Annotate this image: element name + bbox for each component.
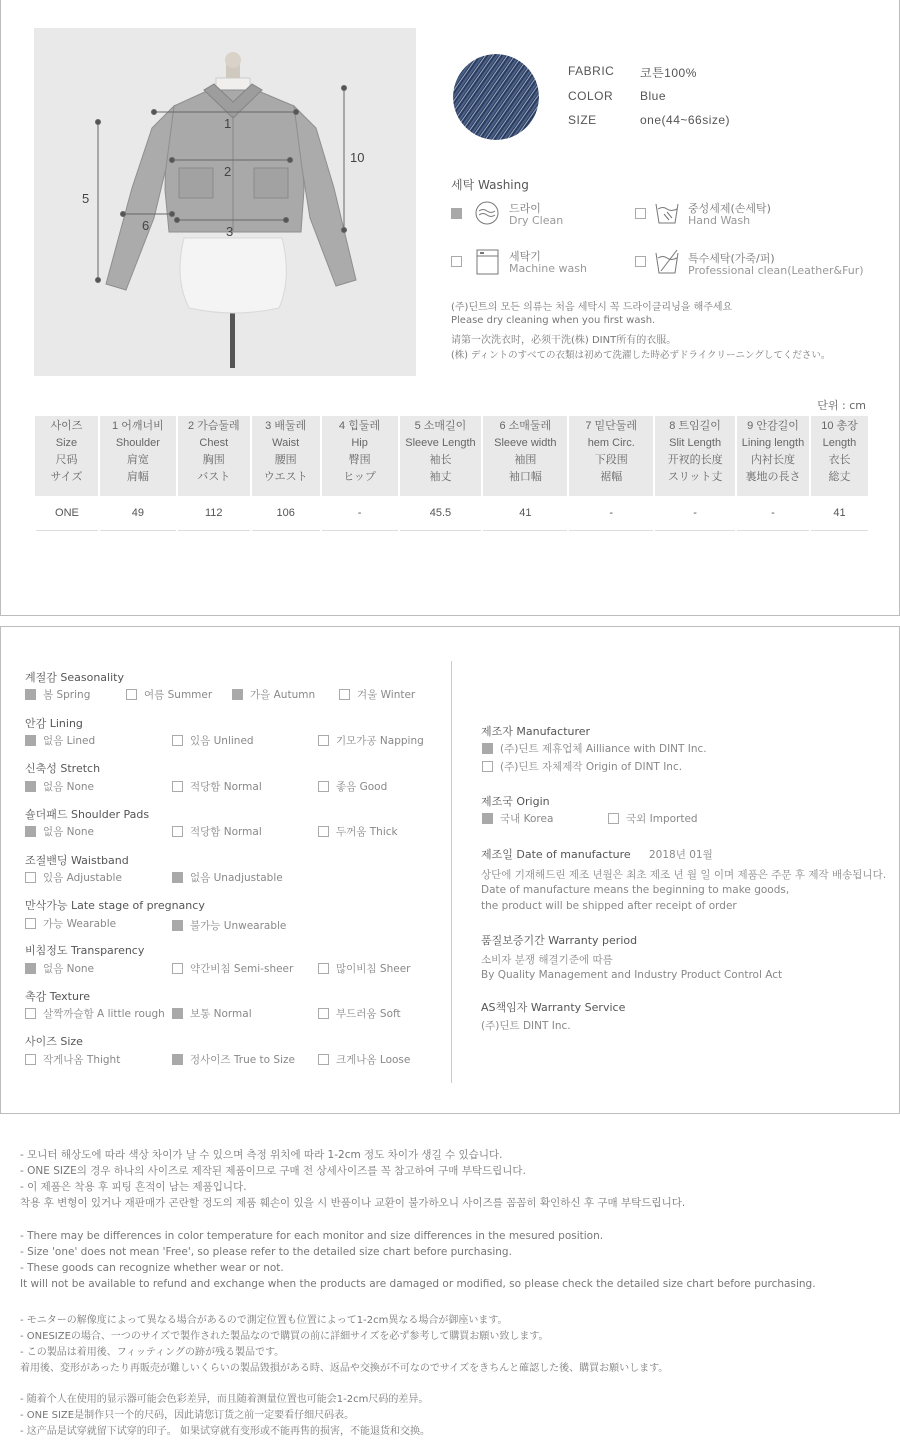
option-texture-normal[interactable] (172, 1006, 252, 1021)
option-label: 겨울 Winter (357, 689, 416, 701)
header-en: Length (822, 437, 857, 449)
header-ko: 10 총장 (821, 420, 858, 432)
size-value: one(44~66size) (640, 113, 731, 127)
option-soft[interactable] (318, 1006, 401, 1021)
header-ko: 4 힙둘레 (339, 420, 381, 432)
checkbox[interactable] (172, 872, 183, 883)
size-table-header (251, 416, 321, 496)
header-ko: 6 소매둘레 (499, 420, 552, 432)
footer-note: 착용 후 변형이 있거나 재판매가 곤란할 정도의 제품 훼손이 있을 시 반품이나 교환이 불가하오니 사이즈를 꼼꼼히 확인하신 후 구매 부탁드립니다. (20, 1197, 686, 1209)
checkbox[interactable] (25, 689, 36, 700)
option-label: 봄 Spring (43, 689, 91, 701)
option-label: 적당함 Normal (190, 781, 262, 793)
washing-notice-ko: (주)딘트의 모든 의류는 처음 세탁시 꼭 드라이클리닝을 해주세요 (451, 302, 733, 313)
option-winter[interactable] (339, 687, 415, 702)
size-table-header (321, 416, 399, 496)
header-ja: 裏地の長さ (745, 471, 801, 483)
option-alliance[interactable] (482, 741, 707, 756)
header-zh: 内衬长度 (751, 454, 795, 466)
table-cell: - (654, 496, 736, 530)
date-title: 제조일 Date of manufacture (481, 848, 631, 861)
option-adjustable[interactable] (25, 870, 122, 885)
header-en: hem Circ. (587, 437, 635, 449)
footer-note: - 모니터 해상도에 따라 색상 차이가 날 수 있으며 측정 위치에 따라 1-2cm 정도 차이가 생길 수 있습니다. (20, 1149, 503, 1161)
option-stretch-good[interactable] (318, 779, 387, 794)
option-pads-thick[interactable] (318, 824, 398, 839)
option-autumn[interactable] (232, 687, 315, 702)
header-zh: 衣长 (828, 454, 851, 466)
checkbox[interactable] (318, 1054, 329, 1065)
size-table-header-row (35, 416, 868, 496)
footer-note: - ONESIZEの場合、一つのサイズで製作された製品なので購買の前に詳細サイズを必ず参考して購買お願い致します。 (20, 1331, 549, 1342)
checkbox[interactable] (25, 918, 36, 929)
checkbox[interactable] (232, 689, 243, 700)
header-ko: 5 소매길이 (414, 420, 467, 432)
option-unwearable[interactable] (172, 918, 286, 933)
table-cell: 112 (177, 496, 251, 530)
option-label: 국내 Korea (500, 813, 554, 825)
size-table-header (177, 416, 251, 496)
option-label: 보통 Normal (190, 1008, 252, 1020)
option-semi-sheer[interactable] (172, 961, 293, 976)
option-label: 크게나옴 Loose (336, 1054, 411, 1066)
option-label: 약간비침 Semi-sheer (190, 963, 294, 975)
dim-label-1: 1 (224, 116, 232, 131)
warranty-title: 품질보증기간 Warranty period (481, 934, 638, 947)
dim-label-3: 3 (226, 224, 234, 239)
fabric-label: FABRIC (568, 64, 615, 78)
header-ja: スリット丈 (667, 471, 723, 483)
attr-title-stretch: 신축성 Stretch (25, 762, 101, 775)
option-wearable[interactable] (25, 916, 116, 931)
size-table-header (482, 416, 568, 496)
option-label: 두꺼움 Thick (336, 826, 398, 838)
option-unadjustable[interactable] (172, 870, 283, 885)
attr-title-waistband: 조절밴딩 Waistband (25, 854, 129, 867)
option-stretch-normal[interactable] (172, 779, 262, 794)
wash-item-ko: 드라이 (509, 202, 541, 215)
table-cell: - (736, 496, 810, 530)
machine-wash-icon (475, 248, 501, 276)
option-spring[interactable] (25, 687, 90, 702)
header-zh: 胸围 (202, 454, 225, 466)
size-table-header (654, 416, 736, 496)
wash-item-en: Hand Wash (688, 214, 751, 227)
checkbox[interactable] (482, 743, 493, 754)
table-row (35, 496, 868, 530)
option-tight[interactable] (25, 1052, 120, 1067)
header-en: Hip (351, 437, 368, 449)
option-label: 적당함 Normal (190, 826, 262, 838)
checkbox[interactable] (25, 872, 36, 883)
footer-note: - モニターの解像度によって異なる場合があるので測定位置も位置によって1-2cm異なる場合が御座います。 (20, 1315, 508, 1326)
checkbox[interactable] (25, 826, 36, 837)
option-label: 살짝까슬함 A little rough (43, 1008, 165, 1020)
header-ja: 裾幅 (600, 471, 623, 483)
product-attributes-panel (0, 626, 900, 1114)
option-label: 작게나옴 Thight (43, 1054, 121, 1066)
header-ja: バスト (197, 471, 231, 483)
header-ja: 総丈 (828, 471, 851, 483)
header-zh: 臀围 (348, 454, 371, 466)
professional-clean-checkbox[interactable] (635, 256, 646, 267)
origin-title: 제조국 Origin (481, 795, 550, 808)
checkbox[interactable] (172, 826, 183, 837)
header-ja: ウエスト (263, 471, 308, 483)
checkbox[interactable] (25, 1008, 36, 1019)
checkbox[interactable] (339, 689, 350, 700)
option-label: 불가능 Unwearable (190, 920, 287, 932)
size-table-header (568, 416, 654, 496)
option-lined[interactable] (25, 733, 95, 748)
date-note: the product will be shipped after receipt of order (481, 900, 737, 912)
table-cell: 41 (482, 496, 568, 530)
checkbox[interactable] (318, 1008, 329, 1019)
dim-label-2: 2 (224, 164, 232, 179)
wash-item-ko: 특수세탁(가죽/퍼) (688, 252, 775, 265)
unit-label: 단위 : cm (817, 399, 866, 412)
product-detail-panel (0, 0, 900, 616)
header-en: Sleeve Length (405, 437, 476, 449)
as-value: (주)딘트 DINT Inc. (481, 1020, 571, 1032)
header-ko: 8 트임길이 (669, 420, 721, 432)
option-unlined[interactable] (172, 733, 254, 748)
header-en: Size (55, 437, 78, 449)
size-table (34, 416, 868, 531)
header-ja: ヒップ (343, 471, 376, 483)
option-label: 가을 Autumn (250, 689, 316, 701)
attr-title-lining: 안감 Lining (25, 717, 83, 730)
footer-note: - There may be differences in color temperature for each monitor and size differences in the mesured position. (20, 1230, 604, 1242)
header-zh: 腰围 (274, 454, 297, 466)
column-divider (451, 661, 452, 1083)
checkbox[interactable] (318, 826, 329, 837)
option-true-to-size[interactable] (172, 1052, 295, 1067)
option-pads-none[interactable] (25, 824, 94, 839)
header-zh: 肩宽 (126, 454, 149, 466)
hand-wash-icon (653, 200, 681, 226)
date-value: 2018년 01월 (649, 849, 713, 861)
option-label: 없음 Unadjustable (190, 872, 283, 884)
header-ja: 袖丈 (429, 471, 452, 483)
option-imported[interactable] (608, 811, 698, 826)
checkbox[interactable] (608, 813, 619, 824)
option-transparency-none[interactable] (25, 961, 94, 976)
wash-item-ko: 중성세제(손세탁) (688, 202, 771, 215)
footer-note: 着用後、変形があったり再販売が難しいくらいの製品毀損がある時、返品や交換が不可なのでサイズをきちんと確認した後、購買お願いします。 (20, 1363, 669, 1374)
header-zh: 开衩的长度 (667, 454, 723, 466)
wash-item-en: Professional clean(Leather&Fur) (688, 264, 864, 277)
checkbox[interactable] (25, 781, 36, 792)
table-cell: 106 (251, 496, 321, 530)
dim-label-5: 5 (82, 191, 90, 206)
size-table-header (399, 416, 483, 496)
header-zh: 下段围 (594, 454, 628, 466)
checkbox[interactable] (172, 920, 183, 931)
warranty-note: By Quality Management and Industry Product Control Act (481, 969, 783, 981)
size-table-header (736, 416, 810, 496)
wash-item-en: Dry Clean (509, 214, 564, 227)
fabric-value: 코튼100% (640, 66, 697, 80)
option-korea[interactable] (482, 811, 553, 826)
table-cell: 45.5 (399, 496, 483, 530)
washing-title: 세탁 Washing (451, 178, 529, 192)
header-ja: 袖口幅 (508, 471, 542, 483)
checkbox[interactable] (172, 1054, 183, 1065)
option-pads-normal[interactable] (172, 824, 262, 839)
product-photo (34, 28, 416, 376)
checkbox[interactable] (318, 963, 329, 974)
attr-title-pregnancy: 만삭가능 Late stage of pregnancy (25, 899, 205, 912)
attr-title-seasonality: 계절감 Seasonality (25, 671, 124, 684)
checkbox[interactable] (318, 735, 329, 746)
footer-note: - ONE SIZE의 경우 하나의 사이즈로 제작된 제품이므로 구매 전 상세사이즈를 꼭 참고하여 구매 부탁드립니다. (20, 1165, 526, 1177)
option-sheer[interactable] (318, 961, 410, 976)
checkbox[interactable] (172, 735, 183, 746)
checkbox[interactable] (172, 963, 183, 974)
footer-note: - Size 'one' does not mean 'Free', so please refer to the detailed size chart before purchasing. (20, 1246, 512, 1258)
checkbox[interactable] (482, 761, 493, 772)
table-cell: - (321, 496, 399, 530)
washing-notice-ja: (株) ディントのすべての衣類は初めて洗濯した時必ずドライクリーニングしてください。 (451, 350, 831, 361)
footer-note: - 这产品是试穿就留下试穿的印子。 如果试穿就有变形或不能再售的损害，不能退货和交换。 (20, 1426, 430, 1437)
header-ko: 7 밑단둘레 (585, 420, 638, 432)
machine-wash-checkbox[interactable] (451, 256, 462, 267)
washing-notice-en: Please dry cleaning when you first wash. (451, 315, 656, 326)
option-napping[interactable] (318, 733, 424, 748)
header-en: Sleeve width (494, 437, 557, 449)
option-label: 정사이즈 True to Size (190, 1054, 295, 1066)
attr-title-shoulder-pads: 숄더패드 Shoulder Pads (25, 808, 150, 821)
wash-item-ko: 세탁기 (509, 250, 541, 263)
dim-label-10: 10 (350, 150, 365, 165)
checkbox[interactable] (25, 963, 36, 974)
attr-title-transparency: 비침정도 Transparency (25, 944, 145, 957)
header-en: Shoulder (115, 437, 160, 449)
checkbox[interactable] (25, 735, 36, 746)
option-label: 여름 Summer (144, 689, 213, 701)
option-label: 국외 Imported (626, 813, 698, 825)
date-note: 상단에 기재해드린 제조 년월은 최초 제조 년 월 일 이며 제품은 주문 후 제작 배송됩니다. (481, 869, 887, 881)
warranty-note: 소비자 분쟁 해결기준에 따름 (481, 954, 613, 966)
option-label: 좋음 Good (336, 781, 388, 793)
as-title: AS책임자 Warranty Service (481, 1001, 626, 1014)
checkbox[interactable] (25, 1054, 36, 1065)
footer-note: - These goods can recognize whether wear or not. (20, 1262, 284, 1274)
header-ko: 사이즈 (50, 420, 83, 432)
option-label: 없음 Lined (43, 735, 96, 747)
header-zh: 袖长 (429, 454, 452, 466)
size-table-header (99, 416, 177, 496)
checkbox[interactable] (318, 781, 329, 792)
hand-wash-checkbox[interactable] (635, 208, 646, 219)
option-label: 가능 Wearable (43, 918, 117, 930)
option-label: 많이비침 Sheer (336, 963, 411, 975)
footer-note: - 이 제품은 착용 후 피팅 흔적이 남는 제품입니다. (20, 1181, 247, 1193)
checkbox[interactable] (482, 813, 493, 824)
size-table-header (810, 416, 868, 496)
header-ko: 2 가슴둘레 (187, 420, 240, 432)
header-en: Chest (199, 437, 229, 449)
dry-clean-icon (473, 200, 501, 226)
header-en: Waist (272, 437, 300, 449)
option-label: (주)딘트 제휴업체 Ailliance with DINT Inc. (500, 743, 707, 755)
table-cell: - (568, 496, 654, 530)
dim-label-6: 6 (142, 218, 150, 233)
size-label: SIZE (568, 113, 597, 127)
header-ja: 肩幅 (126, 471, 149, 483)
attr-title-texture: 촉감 Texture (25, 990, 91, 1003)
jacket-illustration (34, 28, 416, 376)
option-label: 없음 None (43, 963, 95, 975)
footer-note: It will not be available to refund and exchange when the products are damaged or modified, so please check the detailed size chart before purchasing. (20, 1278, 816, 1290)
manufacturer-title: 제조자 Manufacturer (481, 725, 591, 738)
professional-clean-icon (653, 248, 681, 276)
color-label: COLOR (568, 89, 614, 103)
option-loose[interactable] (318, 1052, 410, 1067)
fabric-swatch (453, 54, 539, 140)
header-ja: サイズ (50, 471, 83, 483)
table-cell: 41 (810, 496, 868, 530)
option-summer[interactable] (126, 687, 212, 702)
checkbox[interactable] (172, 781, 183, 792)
option-label: 없음 None (43, 826, 95, 838)
header-en: Slit Length (669, 437, 722, 449)
color-value: Blue (640, 89, 667, 103)
checkbox[interactable] (126, 689, 137, 700)
header-zh: 袖围 (514, 454, 537, 466)
option-label: 없음 None (43, 781, 95, 793)
footer-note: - この製品は着用後、フィッティングの跡が残る製品です。 (20, 1347, 285, 1358)
washing-notice-zh: 请第一次洗衣时，必须干洗(株) DINT所有的衣服。 (451, 335, 677, 346)
date-note: Date of manufacture means the beginning to make goods, (481, 884, 790, 896)
header-en: Lining length (741, 437, 805, 449)
option-rough[interactable] (25, 1006, 165, 1021)
header-ko: 9 안감길이 (747, 420, 799, 432)
option-label: (주)딘트 자체제작 Origin of DINT Inc. (500, 761, 683, 773)
option-label: 있음 Adjustable (43, 872, 122, 884)
table-cell: 49 (99, 496, 177, 530)
option-label: 기모가공 Napping (336, 735, 424, 747)
attr-title-size-fit: 사이즈 Size (25, 1035, 83, 1048)
option-origin-dint[interactable] (482, 759, 682, 774)
option-stretch-none[interactable] (25, 779, 94, 794)
dry-clean-checkbox[interactable] (451, 208, 462, 219)
size-table-header (35, 416, 99, 496)
wash-item-en: Machine wash (509, 262, 587, 275)
checkbox[interactable] (172, 1008, 183, 1019)
header-ko: 3 배둘레 (265, 420, 307, 432)
option-label: 부드러움 Soft (336, 1008, 401, 1020)
header-ko: 1 어깨너비 (112, 420, 164, 432)
footer-note: - 随着个人在使用的显示器可能会色彩差异，而且随着测量位置也可能会1-2cm尺码的差异。 (20, 1394, 429, 1405)
option-label: 있음 Unlined (190, 735, 254, 747)
footer-note: - ONE SIZE是制作只一个的尺码，因此请您订货之前一定要看仔细尺码表。 (20, 1410, 355, 1421)
table-cell: ONE (35, 496, 99, 530)
header-zh: 尺码 (55, 454, 78, 466)
